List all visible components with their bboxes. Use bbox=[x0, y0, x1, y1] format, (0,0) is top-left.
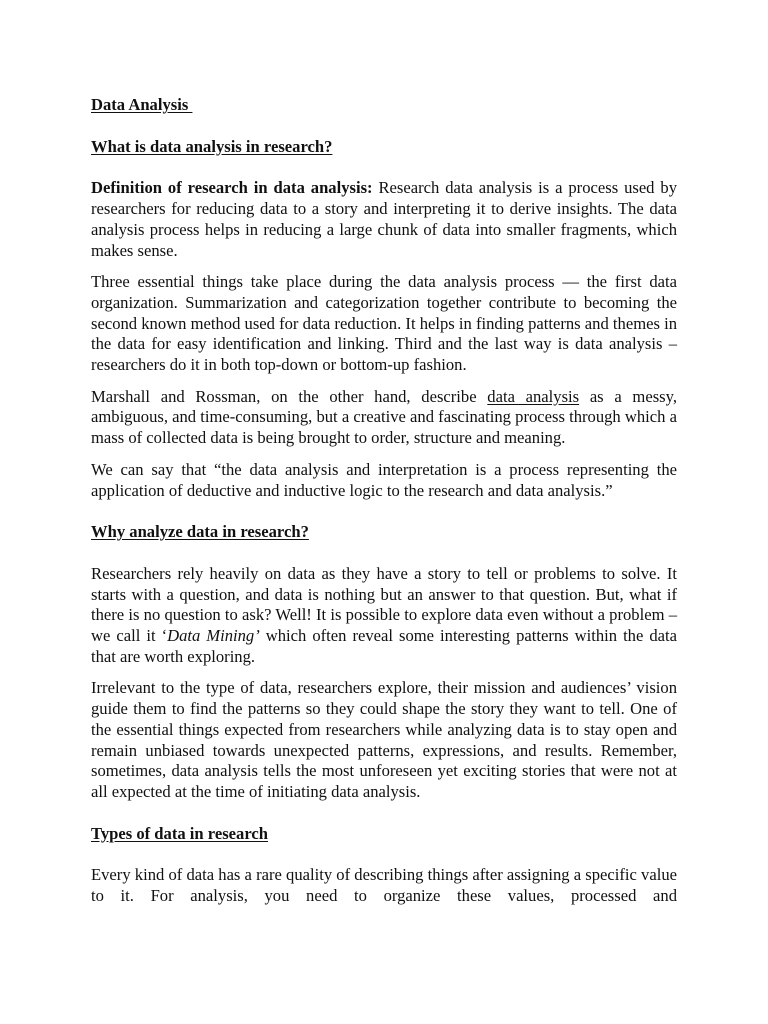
definition-text: Research data analysis is a process used by researchers for reducing data to a story and interpreting it to derive insights. The data analysis process helps in reducing a large chunk of data into smaller fragments, which makes sense. bbox=[91, 178, 677, 260]
paragraph-every-kind-of-data: Every kind of data has a rare quality of describing things after assigning a specific value to it. For analysis, you need to organize these values, processed and bbox=[91, 865, 677, 906]
paragraph-researchers-rely bbox=[91, 564, 677, 668]
section-heading-types-of-data: Types of data in research bbox=[91, 823, 268, 843]
paragraph-quote: We can say that “the data analysis and interpretation is a process representing the application of deductive and inductive logic to the research and data analysis.” bbox=[91, 459, 677, 500]
section-heading-why-analyze: Why analyze data in research? bbox=[91, 522, 309, 542]
data-analysis-link[interactable]: data analysis bbox=[487, 386, 580, 406]
paragraph-text: Marshall and Rossman, on the other hand, describe bbox=[91, 386, 488, 406]
paragraph-irrelevant-to-type: Irrelevant to the type of data, researchers explore, their mission and audiences’ vision guide them to find the patterns so they could shape the story they want to tell. One of the essential things expected from researchers while analyzing data is to stay open and remain unbiased towards unexpected patterns, expressions, and results. Remember, sometimes, data analysis tells the most unforeseen yet exciting stories that were not at all expected at the time of initiating data analysis. bbox=[91, 678, 677, 801]
paragraph-text: as a messy, ambiguous, and time-consuming, but a creative and fascinating process through which a mass of collected data is being brought to order, structure and meaning. bbox=[91, 386, 677, 448]
definition-label: Definition of research in data analysis: bbox=[91, 178, 373, 198]
paragraph-three-essential-things: Three essential things take place during the data analysis process — the first data organization. Summarization and categorization together contribute to becoming the second known method used for data reduction. It helps in finding patterns and themes in the data for easy identification and linking. Third and the last way is data analysis – researchers do it in both top-down or bottom-up fashion. bbox=[91, 272, 677, 375]
paragraph-text: which often reveal some interesting patterns within the data that are worth exploring. bbox=[91, 626, 677, 666]
document-title: Data Analysis bbox=[91, 95, 193, 114]
data-mining-term: Data Mining’ bbox=[167, 626, 260, 646]
document-page bbox=[91, 86, 677, 907]
section-heading-what-is-data-analysis: What is data analysis in research? bbox=[91, 136, 333, 156]
definition-paragraph bbox=[91, 178, 677, 261]
paragraph-text: Researchers rely heavily on data as they have a story to tell or problems to solve. It starts with a question, and data is nothing but an answer to that question. But, what if there is no question to ask? Well! It is possible to explore data even without a problem – we call it ‘ bbox=[91, 563, 677, 646]
paragraph-marshall-rossman bbox=[91, 387, 677, 449]
